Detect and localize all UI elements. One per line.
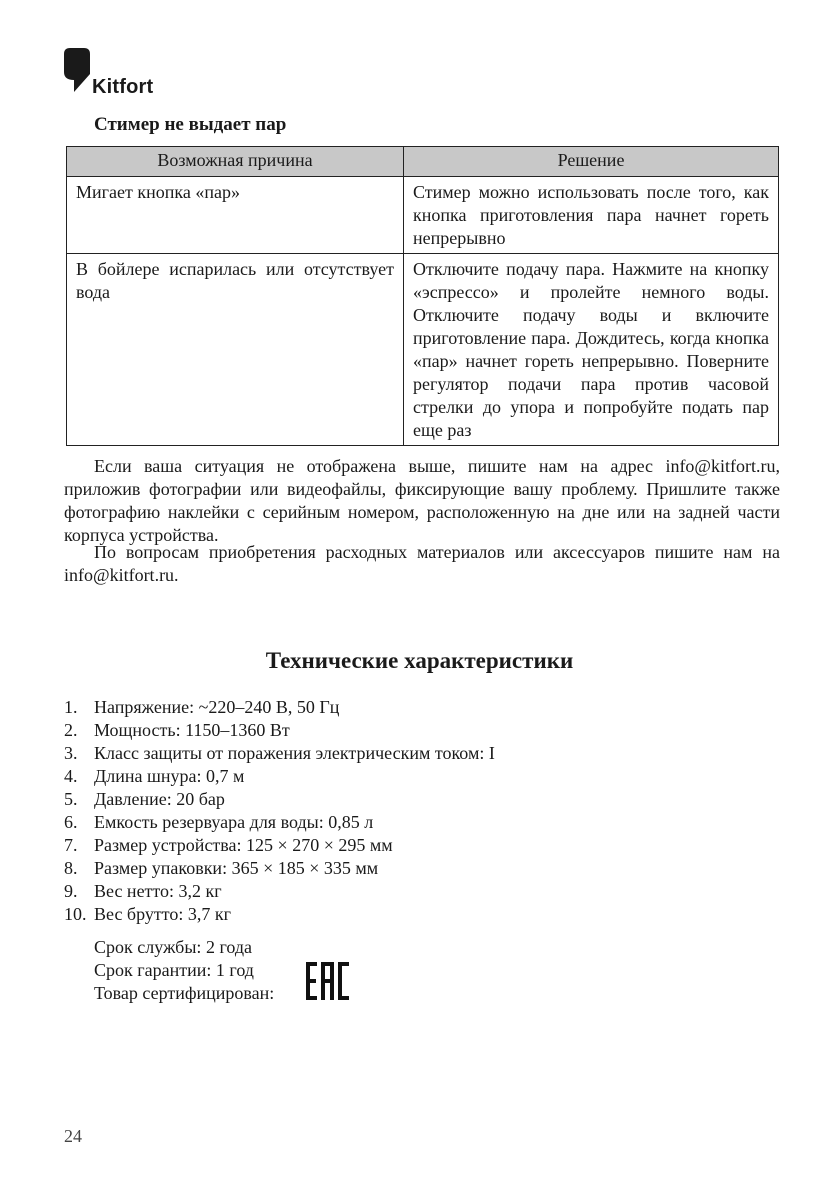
warranty: Срок гарантии: 1 год [94,960,254,980]
list-item: 6. Емкость резервуара для воды: 0,85 л [64,812,374,832]
list-item: 5. Давление: 20 бар [64,789,225,809]
page-number: 24 [64,1126,82,1146]
list-item: 9. Вес нетто: 3,2 кг [64,881,222,901]
list-item: 4. Длина шнура: 0,7 м [64,766,245,786]
list-item: 1. Напряжение: ~220–240 В, 50 Гц [64,697,340,717]
solution-cell: Стимер можно использовать после того, как кнопка приготовления пара начнет гореть непрерывно [404,177,779,254]
table-header-row [67,147,779,177]
header-cause: Возможная причина [67,147,404,177]
eac-mark-icon [306,962,350,1005]
service-info [94,936,274,1005]
troubleshooting-title: Стимер не выдает пар [94,114,287,135]
troubleshooting-table [66,146,779,446]
list-item: 10. Вес брутто: 3,7 кг [64,904,231,924]
table-row [67,177,779,254]
list-item: 3. Класс защиты от поражения электрическим током: I [64,743,495,763]
list-item: 2. Мощность: 1150–1360 Вт [64,720,290,740]
contact-paragraph: Если ваша ситуация не отображена выше, пишите нам на адрес info@kitfort.ru, приложив фотографии или видеофайлы, фиксирующие вашу проблему. Пришлите также фотографию наклейки с серийным номером, расположенную на дне или на задней части корпуса устройства. [64,456,780,545]
specs-list [64,696,495,926]
kitfort-logo-mark [64,48,90,92]
accessories-paragraph: По вопросам приобретения расходных материалов или аксессуаров пишите нам на info@kitfort.ru. [64,542,780,585]
header-solution: Решение [404,147,779,177]
cause-cell: В бойлере испарилась или отсутствует вода [67,254,404,446]
service-life: Срок службы: 2 года [94,937,253,957]
certified-label: Товар сертифицирован: [94,983,275,1003]
list-item: 8. Размер упаковки: 365 × 185 × 335 мм [64,858,379,878]
specs-title: Технические характеристики [265,648,574,673]
kitfort-logo [64,48,174,98]
cause-cell: Мигает кнопка «пар» [67,177,404,254]
solution-cell: Отключите подачу пара. Нажмите на кнопку «эспрессо» и пролейте немного воды. Отключите подачу воды и включите приготовление пара. Дождитесь, когда кнопка «пар» начнет гореть непрерывно. Поверните регулятор подачи пара против часовой стрелки до упора и попробуйте подать пар еще раз [404,254,779,446]
list-item: 7. Размер устройства: 125 × 270 × 295 мм [64,835,393,855]
table-row [67,254,779,446]
brand-name: Kitfort [92,76,154,98]
